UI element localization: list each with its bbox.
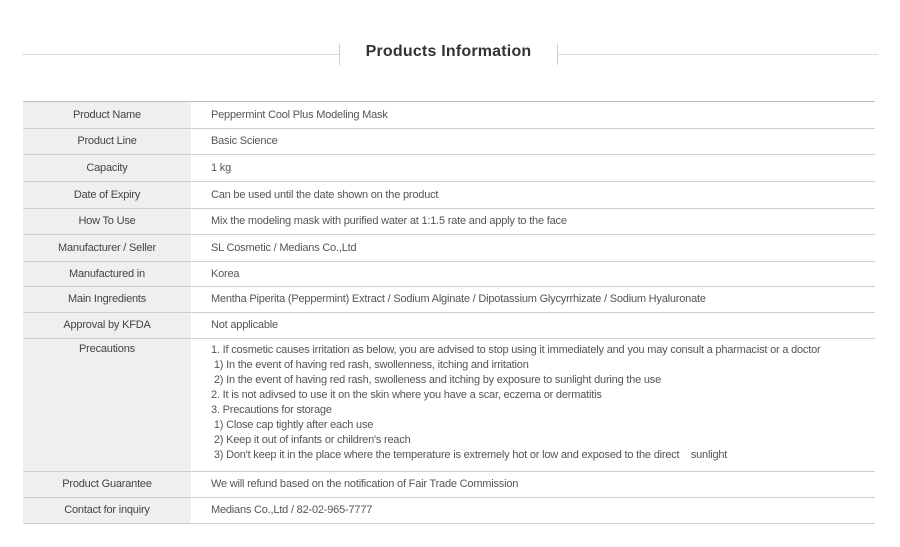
table-row-manufacturer [23,235,875,262]
precaution-line: 1. If cosmetic causes irritation as below, you are advised to stop using it immediately and you may consult a pharmacist or a doctor [211,344,821,356]
row-label: Product Guarantee [23,472,191,498]
table-row-main-ingredients [23,287,875,313]
row-label: Manufactured in [23,262,191,287]
table-row-product-line [23,129,875,155]
precaution-line: 1) In the event of having red rash, swollenness, itching and irritation [211,359,529,371]
row-value: We will refund based on the notification of Fair Trade Commission [211,478,519,490]
table-row-date-of-expiry [23,182,875,209]
row-label: Date of Expiry [23,182,191,209]
row-value: Medians Co.,Ltd / 82-02-965-7777 [211,504,373,516]
row-value: Korea [211,267,240,280]
precaution-line: 1) Close cap tightly after each use [211,419,374,431]
header-divider-left [22,54,340,55]
precaution-line: 3. Precautions for storage [211,404,332,416]
section-header [22,34,878,76]
table-row-approval-kfda [23,313,875,339]
table-row-how-to-use [23,209,875,235]
row-value: Mentha Piperita (Peppermint) Extract / Sodium Alginate / Dipotassium Glycyrrhizate / Sodium Hyaluronate [211,293,706,305]
row-label: Capacity [23,155,191,182]
precaution-line: 3) Don't keep it in the place where the temperature is extremely hot or low and exposed to the direct sunlight [211,449,728,461]
table-row-product-guarantee [23,472,875,498]
row-label: Precautions [23,339,191,472]
row-value: Mix the modeling mask with purified water at 1:1.5 rate and apply to the face [211,215,567,227]
row-label: Product Line [23,129,191,155]
row-value: SL Cosmetic / Medians Co.,Ltd [211,241,357,254]
row-label: Contact for inquiry [23,498,191,524]
row-label: Product Name [23,102,191,129]
row-label: Manufacturer / Seller [23,235,191,262]
row-value-precautions [191,339,875,472]
row-value: 1 kg [211,161,231,174]
row-label: Main Ingredients [23,287,191,313]
row-value: Basic Science [211,135,278,147]
row-value: Peppermint Cool Plus Modeling Mask [211,108,388,121]
row-label: Approval by KFDA [23,313,191,339]
header-divider-right [558,54,878,55]
table-row-product-name [23,102,875,129]
table-row-capacity [23,155,875,182]
precaution-line: 2) In the event of having red rash, swolleness and itching by exposure to sunlight during the use [211,374,662,386]
product-info-table [23,101,875,524]
precaution-line: 2) Keep it out of infants or children's reach [211,434,411,446]
table-row-precautions [23,339,875,472]
page-title: Products Information [365,43,532,60]
row-label: How To Use [23,209,191,235]
table-row-manufactured-in [23,262,875,287]
precaution-line: 2. It is not adivsed to use it on the skin where you have a scar, eczema or dermatitis [211,389,602,401]
row-value: Can be used until the date shown on the product [211,188,439,201]
table-row-contact [23,498,875,524]
row-value: Not applicable [211,319,278,331]
